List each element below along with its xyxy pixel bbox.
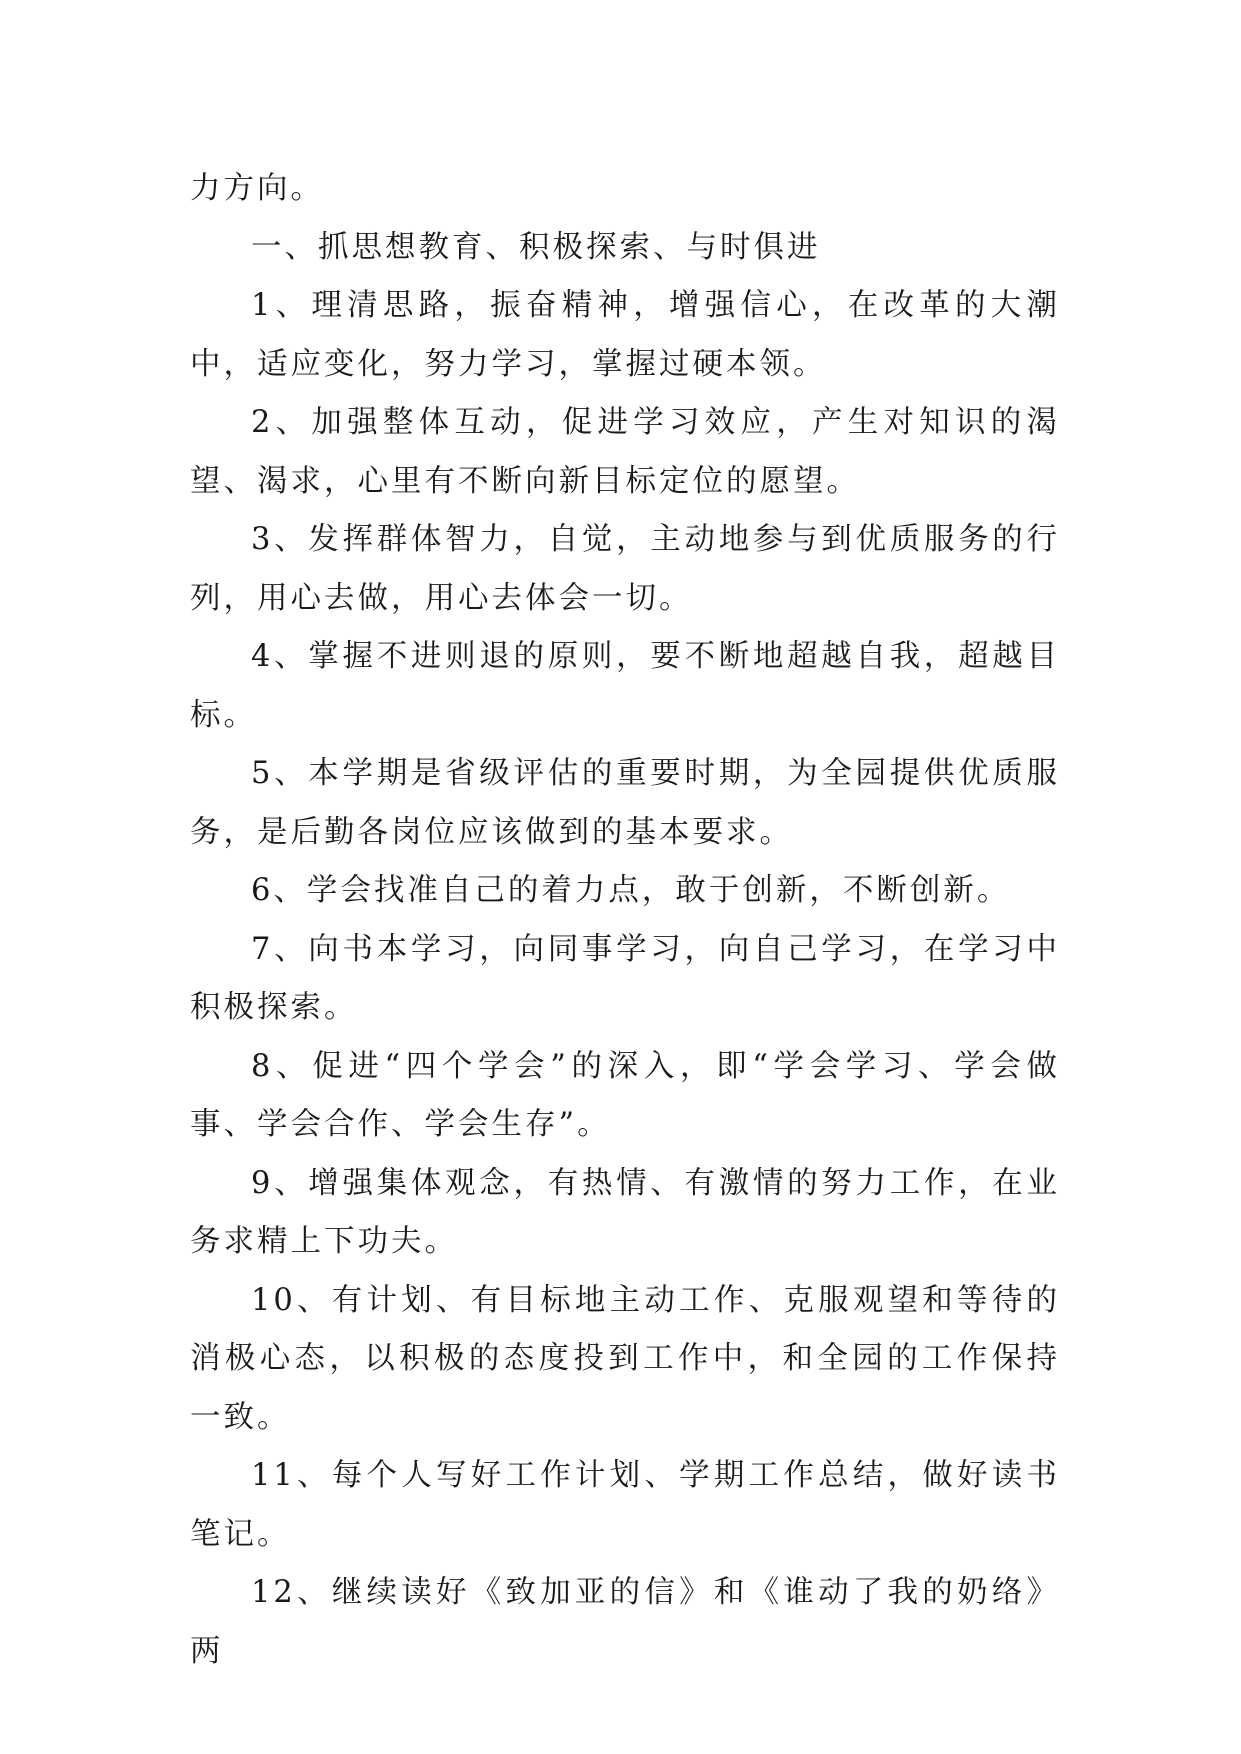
paragraph: 力方向。 (190, 171, 324, 206)
paragraph: 9、增强集体观念，有热情、有激情的努力工作，在业务求精上下功夫。 (190, 1165, 1060, 1259)
paragraph: 10、有计划、有目标地主动工作、克服观望和等待的消极心态，以积极的态度投到工作中，和全园的工作保持一致。 (190, 1282, 1060, 1435)
paragraph: 2、加强整体互动，促进学习效应，产生对知识的渴望、渴求，心里有不断向新目标定位的愿望。 (190, 405, 1060, 499)
paragraph: 11、每个人写好工作计划、学期工作总结，做好读书笔记。 (190, 1458, 1060, 1552)
paragraph: 7、向书本学习，向同事学习，向自己学习，在学习中积极探索。 (190, 931, 1060, 1025)
paragraph: 8、促进“四个学会”的深入，即“学会学习、学会做事、学会合作、学会生存”。 (190, 1048, 1060, 1142)
paragraph: 1、理清思路，振奋精神，增强信心，在改革的大潮中，适应变化，努力学习，掌握过硬本领。 (190, 288, 1060, 382)
paragraph: 6、学会找准自己的着力点，敢于创新，不断创新。 (251, 873, 1011, 908)
document-body (190, 160, 1060, 1681)
paragraph: 12、继续读好《致加亚的信》和《谁动了我的奶络》两 (190, 1575, 1060, 1669)
paragraph: 3、发挥群体智力，自觉，主动地参与到优质服务的行列，用心去做，用心去体会一切。 (190, 522, 1060, 616)
paragraph: 4、掌握不进则退的原则，要不断地超越自我，超越目标。 (190, 639, 1060, 733)
paragraph: 一、抓思想教育、积极探索、与时俱进 (251, 229, 821, 265)
paragraph: 5、本学期是省级评估的重要时期，为全园提供优质服务，是后勤各岗位应该做到的基本要求。 (190, 756, 1060, 850)
